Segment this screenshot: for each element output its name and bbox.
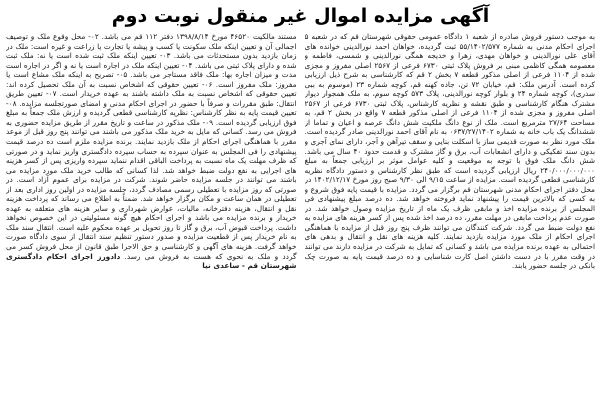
notice-body — [6, 32, 595, 409]
notice-column-right — [305, 32, 596, 409]
notice-paragraph-right: به موجب دستور فروش صادره از شعبه ۱ دادگاه عمومی حقوقی شهرستان قم که در شعبه ۵ اجرای احکام مدنی به شماره ۵۵/۱۴۰۲/۵۷۷ ثبت گردیده، خواهان احمد نورالدینی خوانده های آقای علی نورالدینی و خواهان مهدی، زهرا و خدیجه همگی نورالدینی و شمسی، فاطمه و معصومه همگی کاظمی مبنی بر فروش پلاک ثبتی ۶۷۳۰ فرعی از ۲۵۶۷ اصلی مفروز و مجزی شده از ۱۱۰۴ فرعی از اصلی مذکور قطعه ۷ بخش ۲ قم که کارشناسی به شرح ذیل ارزیابی کرده است. آدرس ملک: قم، خیابان ۷۲ تن، جاده کهنه قم، کوچه شماره ۲۳ (موسوم به ببی سدری)، کوچه شماره ۲۴ و بلوار کوچه نورالدینی، پلاک ۵۷۳ کوچه سوم، به ملک همجوار دیوار مشترک هنگام کارشناسی و طبق نقشه و نظریه کارشناس، پلاک ثبتی ۶۷۳۰ فرعی از ۲۵۶۷ اصلی مفروز و مجزی شده از ۱۱۰۴ فرعی از اصلی مذکور قطعه ۷ واقع در بخش ۲ قم، به مساحت ۲۷/۶۴ مترمربع است. ملک از نوع دانگ ملکیت شش دانگ عرصه و اعیان و تماما از ششدانگ یک باب خانه به شماره ۰۶۳۷/۲۷/۱۴۰۲ به نام آقای احمد نورالدینی صادر گردیده است. ملک مورد نظر به صورت قدیمی ساز با اسکلت بنایی و سقف تیرآهن و آجر، دارای نمای آجری و بدون سند تفکیکی و دارای انشعابات آب، برق و گاز مشترک و قدمت حدود ۴۰ سال می باشد. شش دانگ ملک فوق با توجه به موقعیت و کلیه عوامل موثر بر ارزیابی جمعاً به مبلغ ۲۴۰/۰۰۰/۰۰۰/۰۰۰ ریال ارزیابی گردیده است که طبق نظر کارشناس و دستور دادگاه نظریه کارشناسی قطعی گردیده است. مزایده از ساعت ۹/۱۵ الی ۹/۳۰ صبح روز مورخ ۱۴۰۲/۱۲/۱۷ در محل دفتر اجرای احکام مدنی شهرستان قم برگزار می گردد. مزایده با قیمت پایه فوق شروع و به کسی که بالاترین قیمت را پیشنهاد نماید فروخته خواهد شد. ده درصد مبلغ پیشنهادی فی المجلس از برنده مزایده اخذ و مابقی ظرف یک ماه از تاریخ مزایده وصول خواهد شد. در صورت عدم پرداخت مابقی در مهلت مقرر، ده درصد اخذ شده پس از کسر هزینه های مزایده به نفع دولت ضبط می گردد. شرکت کنندگان می توانند ظرف پنج روز قبل از مزایده با هماهنگی اجرای احکام از ملک مورد مزایده بازدید نمایند. کلیه هزینه های نقل و انتقال و بدهی های احتمالی به عهده برنده مزایده می باشد و کسانی که تمایل به شرکت در مزایده دارند می توانند در وقت مقرر با در دست داشتن اصل کارت شناسایی و ده درصد قیمت پایه به صورت چک بانکی در جلسه حضور یابند. — [304, 32, 595, 271]
notice-column-left — [6, 32, 297, 409]
notice-title: آگهی مزایده اموال غیر منقول نوبت دوم — [111, 5, 490, 27]
notice-left-text: مستند مالکیت ۴۶۵۲۰ مورخ ۱۳۹۸/۸/۱۴ دفتر ۱۱۲ قم می باشد. ۰۲- محل وقوع ملک و توصیف اجمالی آن و تعیین اینکه ملک سکونت یا کسب و پیشه یا تجارت یا زراعت و غیره است: ملک در زمان بازدید بدون مستحدثات می باشد. ۰۳- تعیین اینکه ملک ثبت شده است یا نه: ملک ثبت شده و دارای پلاک ثبتی می باشد. ۰۴- تعیین اینکه ملک در اجاره است یا نه و اگر در اجاره است مدت و میزان اجاره بها: ملک فاقد مستاجر می باشد. ۰۵- تصریح به اینکه ملک مشاع است یا مفروز: ملک مفروز است. ۰۶- تعیین حقوقی که اشخاص نسبت به آن ملک تحصیل کرده اند: تعیین حقوقی که اشخاص نسبت به ملک داشته باشند به عهده خریدار است. ۰۷- تعیین طریق انتقال: طبق مقررات و صرفاً با حضور در اجرای احکام مدنی و امضای صورتجلسه مزایده. ۰۸- تعیین قیمت پایه به نظر کارشناس: نظریه کارشناسی قطعی گردیده و ارزش ملک جمعاً به مبلغ فوق ارزیابی گردیده است. ۰۹- ملک مذکور در ساعت و تاریخ مقرر از طریق مزایده حضوری به فروش می رسد. کسانی که مایل به خرید ملک مذکور می باشند می توانند پنج روز قبل از موعد مقرر با هماهنگی اجرای احکام از ملک بازدید نمایند. برنده مزایده ملزم است ده درصد قیمت پیشنهادی را فی المجلس به عنوان سپرده به حساب سپرده دادگستری واریز نماید و در صورتی که ظرف مهلت یک ماه نسبت به پرداخت الباقی اقدام ننماید سپرده واریزی پس از کسر هزینه های اجرایی به نفع دولت ضبط خواهد شد. لذا کسانی که طالب خرید ملک مورد مزایده می باشند می توانند در جلسه مزایده حاضر شوند. شرکت در مزایده برای عموم آزاد است. در صورتی که روز مزایده با تعطیلی رسمی مصادف گردد، جلسه مزایده در اولین روز اداری بعد از تعطیلی در همان ساعت و مکان برگزار خواهد شد. ضمناً به اطلاع می رساند که پرداخت هزینه نقل و انتقال، هزینه دفترخانه، مالیات، عوارض شهرداری و سایر هزینه های متعلقه به عهده خریدار و برنده مزایده می باشد و اجرای احکام هیچ گونه مسئولیتی در این خصوص نخواهد داشت. پرداخت قبوض آب، برق و گاز تا روز تحویل بر عهده محکوم علیه است. انتقال سند ملک به نام خریدار پس از قطعیت مزایده و صدور دستور تنظیم سند انتقال از سوی دادگاه صورت خواهد گرفت. هزینه های آگهی و کارشناسی و حق الاجرا طبق قانون از محل فروش کسر می گردد و ملک به نحوی که هست به فروش می رسد. — [6, 32, 297, 261]
notice-paragraph-left — [6, 32, 297, 271]
notice-signature: دادورز اجرای احکام دادگستری شهرستان قم - ساعدی نیا — [6, 251, 297, 271]
